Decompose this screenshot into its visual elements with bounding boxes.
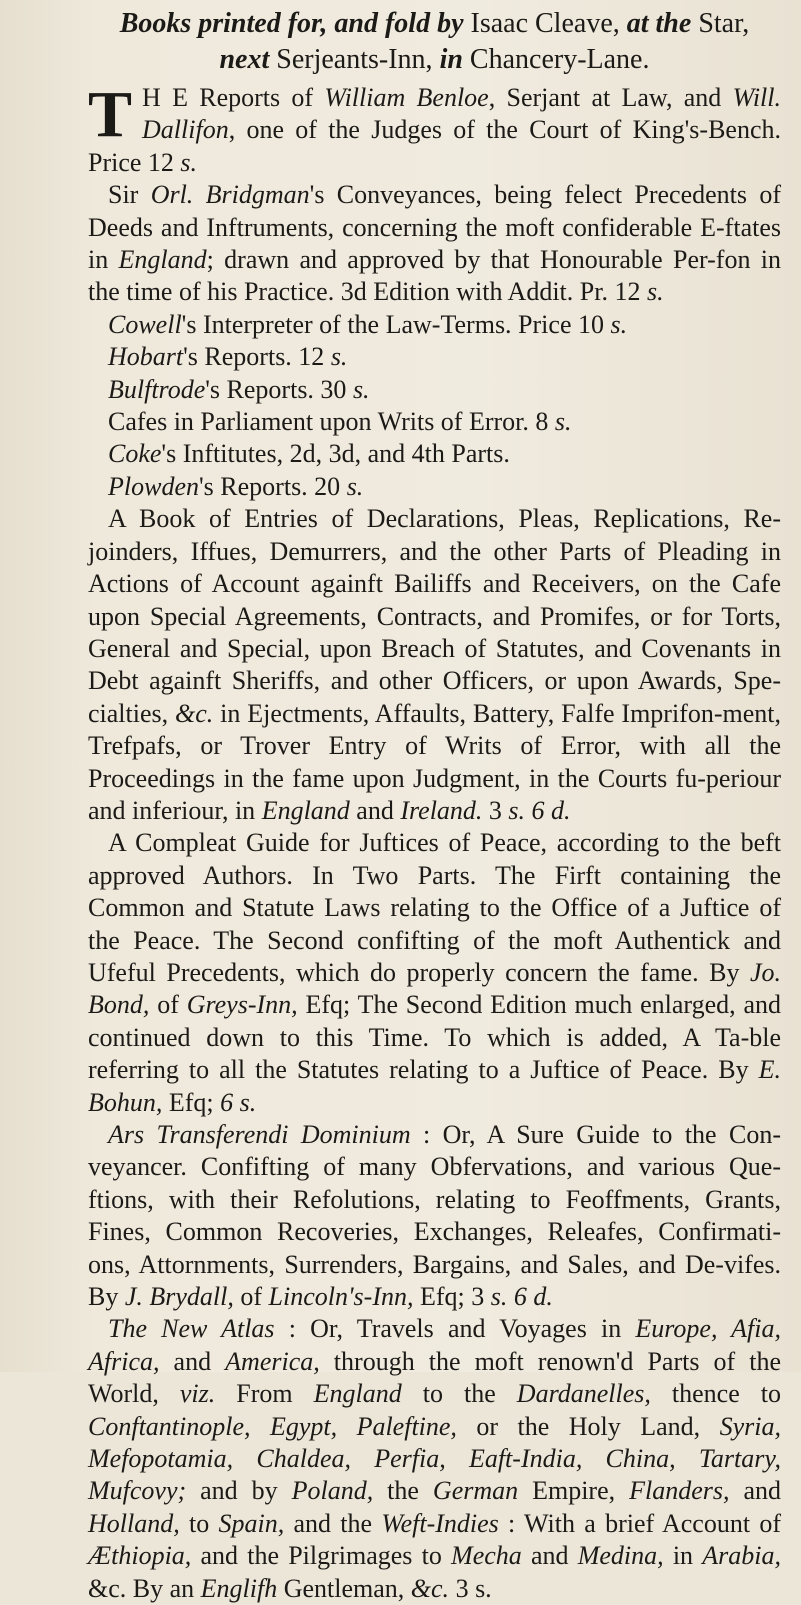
header-text: at the bbox=[626, 8, 692, 39]
entry-italic: Æthiopia, bbox=[88, 1541, 192, 1571]
entry-italic: Holland, bbox=[88, 1508, 180, 1538]
entry-text: in bbox=[663, 1541, 703, 1571]
entry-text: and the bbox=[284, 1508, 382, 1538]
entry-text: : Or, Travels and Voyages in bbox=[274, 1314, 636, 1344]
entry-text: in Ejectments, Affaults, Battery, Falfe Imprifon-ment, Trefpafs, or Trover Entry of Writs of Error, with all the Proceedings in the fame upon Judgment, in the Courts fu-periour and inferiour, in bbox=[88, 698, 781, 825]
entry-text: 's Reports. 12 bbox=[183, 342, 331, 372]
entry-text: and bbox=[729, 1476, 782, 1506]
entry-italic: William Benloe bbox=[324, 83, 489, 112]
entry-text: thence to bbox=[650, 1379, 781, 1409]
entry-text: : Or, A Sure Guide to the Con-veyancer. Confifting of many Obfervations, and various Que-ftions, with their Refolutions, relating to Feoffments, Grants, Fines, Common Recoveries, Exchanges, Releafes, Confirmati-ons, Attornments, Surrenders, Bargains, and Sales, and De-vifes. By bbox=[88, 1120, 781, 1312]
entry-text: Sir bbox=[108, 180, 151, 210]
entry-text: and bbox=[159, 1346, 226, 1376]
entry-italic: Lincoln's-Inn, bbox=[268, 1282, 414, 1312]
entry-italic: Will. Dallifon bbox=[142, 83, 781, 145]
drop-cap: T bbox=[88, 78, 133, 151]
entry-italic: Medina, bbox=[577, 1541, 664, 1571]
entry-italic: Coke bbox=[108, 439, 162, 469]
entry-text: Efq; The Second Edition much enlarged, and continued down to this Time. To which is added, A Ta-ble referring to all the Statutes relating to a Juftice of Peace. By bbox=[88, 990, 781, 1085]
entry-italic: Europe, Afia, Africa, bbox=[88, 1314, 781, 1376]
entry-text: Empire, bbox=[518, 1476, 630, 1506]
entry-italic: England bbox=[118, 245, 207, 275]
entry-italic: Weft-Indies bbox=[381, 1508, 499, 1538]
header-text: Isaac Cleave, bbox=[470, 8, 620, 39]
entry-italic: 6 d. bbox=[531, 795, 571, 825]
entry-italic: Bulftrode bbox=[108, 374, 206, 404]
header-text: in bbox=[439, 44, 463, 75]
entry-italic: Syria, Mefopotamia, Chaldea, Perfia, Eaft-India, China, Tartary, Mufcovy; bbox=[88, 1411, 781, 1506]
entry-italic: Jo. Bond, bbox=[88, 957, 781, 1020]
entry-italic: Dardanelles, bbox=[516, 1379, 651, 1409]
page-header bbox=[88, 6, 781, 78]
entry-italic: &c. bbox=[410, 1573, 450, 1603]
header-text: next bbox=[219, 44, 270, 75]
entry-italic: s. bbox=[508, 795, 526, 825]
entry-italic: s. bbox=[346, 471, 364, 501]
entry-italic: 6 d. bbox=[513, 1282, 553, 1312]
entry-italic: Conftantinople, Egypt, Paleftine, bbox=[88, 1411, 457, 1441]
entry-italic: Englifh bbox=[200, 1573, 278, 1603]
entry-text: Gentleman, bbox=[277, 1573, 411, 1603]
header-line-1 bbox=[88, 6, 781, 42]
entry-italic: &c. bbox=[175, 698, 214, 728]
entry-text: through the moft renown'd Parts of the World, bbox=[88, 1346, 781, 1409]
entry-italic: 6 s. bbox=[220, 1087, 257, 1117]
entry-text: 's Interpreter of the Law-Terms. Price 10 bbox=[181, 309, 611, 339]
entry-text: to bbox=[179, 1508, 219, 1538]
book-entry-plowden-reports bbox=[88, 471, 781, 503]
entry-text: 's Reports. 20 bbox=[199, 471, 347, 501]
entry-italic: E. Bohun, bbox=[88, 1055, 781, 1117]
entry-italic: Poland, bbox=[291, 1476, 374, 1506]
book-entry-cowell-interpreter bbox=[88, 309, 781, 341]
entry-italic: Ireland. bbox=[400, 795, 483, 825]
entry-text: Efq; bbox=[162, 1087, 221, 1117]
book-entry-new-atlas bbox=[88, 1313, 781, 1605]
book-entry-book-of-entries bbox=[88, 503, 781, 827]
book-entry-benloe-reports bbox=[88, 78, 781, 179]
entry-text: 's Conveyances, being felect Precedents of Deeds and Inftruments, concerning the moft confiderable E-ftates in bbox=[88, 180, 781, 275]
entry-text: 's Reports. 30 bbox=[205, 374, 353, 404]
entry-italic: Greys-Inn, bbox=[186, 990, 298, 1020]
entry-italic: s. bbox=[490, 1282, 508, 1312]
entry-italic: England bbox=[261, 795, 350, 825]
entry-text: of bbox=[149, 990, 187, 1020]
entry-italic: s. bbox=[352, 374, 370, 404]
entry-italic: viz. bbox=[179, 1379, 216, 1409]
entry-text: and by bbox=[186, 1476, 292, 1506]
entry-text: Efq; 3 bbox=[413, 1282, 491, 1312]
entry-text: : With a brief Account of bbox=[498, 1508, 781, 1538]
entry-italic: J. Brydall, bbox=[124, 1282, 234, 1312]
entry-text: , one of the Judges of the Court of King's-Bench. Price 12 bbox=[88, 115, 781, 177]
entry-text: A Book of Entries of Declarations, Pleas, Replications, Re-joinders, Iffues, Demurrers, and the other Parts of Pleading in Actions of Account againft Bailiffs and Receivers, on the Cafe upon Special Agreements, Contracts, and Promifes, or for Torts, General and Special, upon Breach of Statutes, and Covenants in Debt againft Sheriffs, and other Officers, or upon Awards, Spe-cialties, bbox=[88, 504, 781, 728]
entry-italic: Flanders, bbox=[629, 1476, 730, 1506]
entry-text: 3 s. bbox=[449, 1573, 492, 1603]
header-line-2 bbox=[88, 42, 781, 78]
entry-italic: s. bbox=[180, 147, 198, 177]
book-entry-coke-institutes bbox=[88, 438, 781, 470]
book-entry-cases-in-parliament bbox=[88, 406, 781, 438]
entry-italic: England bbox=[313, 1379, 402, 1409]
entry-italic: s. bbox=[646, 277, 664, 307]
entry-text: to the bbox=[401, 1379, 517, 1409]
entry-italic: Cowell bbox=[108, 309, 182, 339]
entry-text: A Compleat Guide for Juftices of Peace, according to the beft approved Authors. In Two Parts. The Firft containing the Common and Statute Laws relating to the Office of a Juftice of the Peace. The Second confifting of the moft Authentick and Ufeful Precedents, which do properly concern the fame. By bbox=[88, 828, 781, 987]
entry-italic: Arabia, bbox=[702, 1541, 781, 1571]
entry-text: ; drawn and approved by that Honourable Per-fon in the time of his Practice. 3d Edition with Addit. Pr. 12 bbox=[88, 245, 781, 307]
entry-text: 's Inftitutes, 2d, 3d, and 4th Parts. bbox=[161, 439, 510, 469]
entry-italic: German bbox=[432, 1476, 519, 1506]
entry-text: or the Holy Land, bbox=[456, 1411, 720, 1441]
book-entry-ars-transferendi bbox=[88, 1119, 781, 1313]
header-text: Books printed for, and fold by bbox=[119, 8, 464, 39]
book-entry-hobart-reports bbox=[88, 341, 781, 373]
entry-italic: Spain, bbox=[218, 1508, 285, 1538]
header-text: Star, bbox=[698, 8, 750, 39]
header-text: Chancery-Lane. bbox=[469, 44, 650, 75]
entry-text: and the Pilgrimages to bbox=[191, 1541, 452, 1571]
book-entry-guide-for-justices bbox=[88, 827, 781, 1119]
entry-italic: America, bbox=[225, 1346, 320, 1376]
entry-italic: Mecha bbox=[451, 1541, 522, 1571]
entry-italic: Ars Transferendi Dominium bbox=[108, 1120, 411, 1149]
entry-text: H E Reports of bbox=[142, 83, 325, 112]
entry-text: and bbox=[349, 795, 401, 825]
entry-italic: The New Atlas bbox=[108, 1314, 275, 1344]
entry-text: the bbox=[373, 1476, 433, 1506]
entry-text: of bbox=[233, 1282, 269, 1312]
entry-text: , Serjant at Law, and bbox=[488, 83, 733, 112]
entry-italic: Hobart bbox=[108, 342, 184, 372]
entry-text: &c. By an bbox=[88, 1573, 201, 1603]
entry-italic: Plowden bbox=[108, 471, 199, 501]
entry-italic: s. bbox=[330, 342, 348, 372]
book-entry-bulstrode-reports bbox=[88, 374, 781, 406]
entry-text: Cafes in Parliament upon Writs of Error. 8 bbox=[108, 407, 555, 437]
entry-italic: s. bbox=[554, 407, 572, 437]
entry-text: and bbox=[521, 1541, 578, 1571]
entry-text: From bbox=[215, 1379, 314, 1409]
entry-italic: s. bbox=[610, 309, 628, 339]
entry-italic: Orl. Bridgman bbox=[150, 180, 310, 210]
entry-text: 3 bbox=[482, 795, 509, 825]
header-text: Serjeants-Inn, bbox=[276, 44, 433, 75]
book-entry-bridgman-conveyances bbox=[88, 179, 781, 309]
